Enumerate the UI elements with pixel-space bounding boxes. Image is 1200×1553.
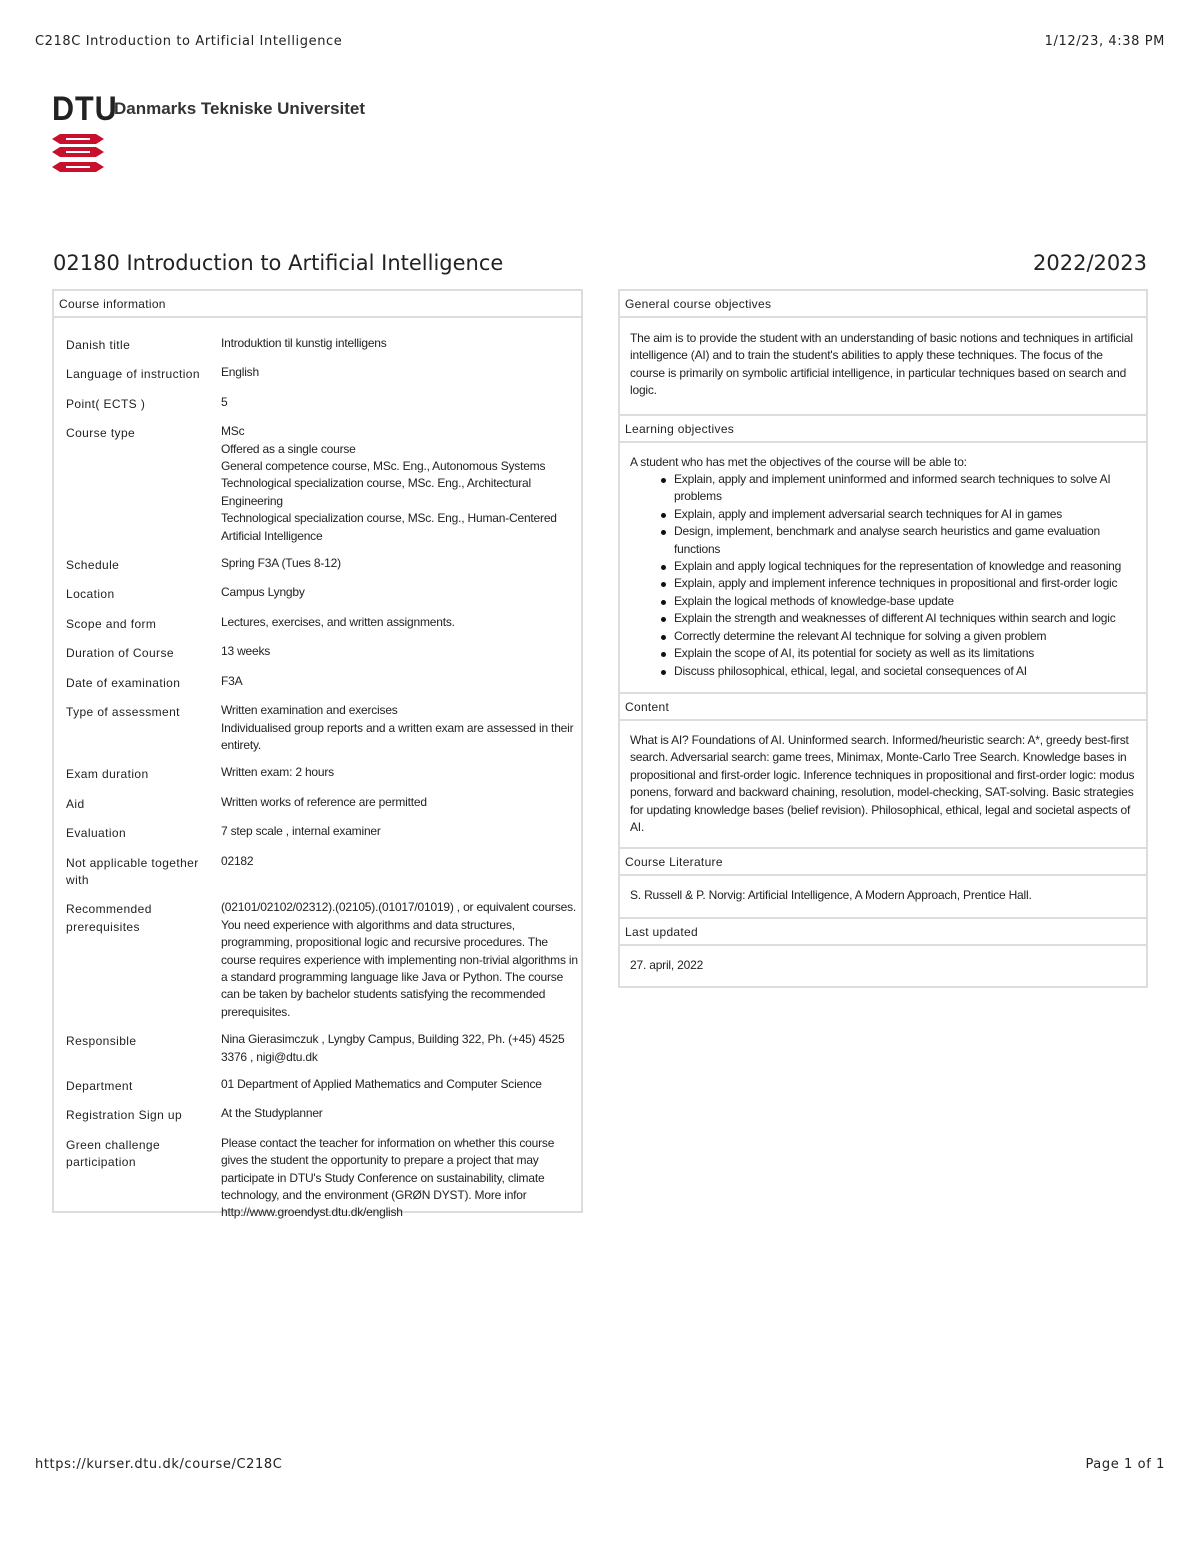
course-title-row: [53, 251, 1147, 281]
info-value: [221, 1105, 581, 1124]
dtu-logo: [52, 90, 366, 176]
logo-mark: DTU: [52, 90, 118, 128]
info-label: Scope and form: [66, 616, 157, 631]
info-value: [221, 853, 581, 890]
info-row: [66, 584, 581, 603]
info-label: Course type: [66, 426, 136, 441]
general-objectives-heading: General course objectives: [620, 291, 1146, 318]
info-row: [66, 899, 581, 1021]
learning-objective-item: Explain and apply logical techniques for the representation of knowledge and reasoning: [674, 558, 1146, 575]
last-updated-text: 27. april, 2022: [630, 957, 704, 972]
info-value-line: F3A: [221, 673, 243, 688]
info-label: Recommended prerequisites: [66, 902, 152, 934]
info-row: [66, 364, 581, 383]
learning-objective-item: Explain, apply and implement uninformed and informed search techniques to solve AI problems: [674, 471, 1146, 506]
info-value: [221, 394, 581, 413]
info-row: [66, 1105, 581, 1124]
content-section: [618, 692, 1148, 847]
info-label: Department: [66, 1079, 133, 1093]
literature-text: S. Russell & P. Norvig: Artificial Intelligence, A Modern Approach, Prentice Hall.: [630, 888, 1032, 903]
logo-university-name: Danmarks Tekniske Universitet: [114, 99, 366, 118]
general-objectives-text: The aim is to provide the student with an understanding of basic notions and techniques in artificial intelligence (AI) and to train the student's abilities to apply these techniques. The focus of the course is primarily on symbolic artificial intelligence, in particular techniques based on search and logic.: [630, 331, 1133, 398]
info-value: [221, 584, 581, 603]
info-row: [66, 614, 581, 633]
info-label: Location: [66, 587, 115, 602]
info-label: Duration of Course: [66, 646, 174, 661]
info-value: [221, 555, 581, 574]
print-footer-page: Page 1 of 1: [1085, 1457, 1165, 1472]
info-label: Type of assessment: [66, 705, 180, 720]
info-value-line: 13 weeks: [221, 644, 271, 659]
info-value: [221, 643, 581, 662]
print-header: [35, 34, 1165, 52]
info-row: [66, 555, 581, 574]
info-value: [221, 614, 581, 633]
info-value: [221, 764, 581, 783]
info-row: [66, 794, 581, 813]
info-value-line: Written examination and exercises: [221, 703, 398, 718]
info-label: Exam duration: [66, 767, 149, 782]
info-row: [66, 702, 581, 754]
info-value: [221, 1076, 581, 1095]
info-row: [66, 423, 581, 545]
learning-objective-item: Discuss philosophical, ethical, legal, and societal consequences of AI: [674, 663, 1146, 680]
info-value: [221, 423, 581, 545]
info-row: [66, 335, 581, 354]
info-value-line: Nina Gierasimczuk , Lyngby Campus, Building 322, Ph. (+45) 4525 3376 , nigi@dtu.dk: [221, 1032, 565, 1064]
info-value: [221, 823, 581, 842]
info-row: [66, 823, 581, 842]
info-row: [66, 853, 581, 890]
info-label: Registration Sign up: [66, 1108, 183, 1123]
last-updated-section: [618, 917, 1148, 988]
print-header-datetime: 1/12/23, 4:38 PM: [1044, 34, 1165, 49]
info-value-line: Introduktion til kunstig intelligens: [221, 336, 387, 350]
learning-objective-item: Explain the logical methods of knowledge-base update: [674, 593, 1146, 610]
learning-objective-item: Correctly determine the relevant AI technique for solving a given problem: [674, 628, 1146, 645]
general-objectives-section: [618, 289, 1148, 414]
literature-heading: Course Literature: [620, 849, 1146, 876]
course-title: 02180 Introduction to Artificial Intelligence: [53, 251, 504, 275]
info-row: [66, 1031, 581, 1066]
print-footer-url[interactable]: https://kurser.dtu.dk/course/C218C: [35, 1457, 283, 1472]
info-value-line: MSc: [221, 424, 245, 439]
info-value-line: (02101/02102/02312).(02105).(01017/01019) , or equivalent courses. You need experience with algorithms and data structures, programming, propositional logic and recursive procedures. The course requires experience with implementing non-trivial algorithms in a standard programming language like Java or Python. The course can be taken by bachelor students satisfying the recommended prerequisites.: [221, 900, 578, 1019]
dtu-emblem-icon: [52, 132, 104, 176]
info-value-line: Lectures, exercises, and written assignments.: [221, 614, 455, 629]
info-value: [221, 1031, 581, 1066]
info-value: [221, 702, 581, 754]
info-value-line: Please contact the teacher for information on whether this course gives the student the opportunity to prepare a project that may participate in DTU's Study Conference on sustainability, climate technology, and the environment (GRØN DYST). More infor http://www.groendyst.dtu.dk/english: [221, 1135, 555, 1220]
info-value: [221, 673, 581, 692]
info-row: [66, 643, 581, 662]
content-heading: Content: [620, 694, 1146, 721]
literature-section: [618, 847, 1148, 916]
course-information-table: [66, 335, 581, 1232]
learning-objective-item: Design, implement, benchmark and analyse search heuristics and game evaluation functions: [674, 523, 1146, 558]
info-row: [66, 1076, 581, 1095]
info-label: Aid: [66, 796, 85, 811]
course-information-heading: Course information: [54, 291, 581, 318]
info-value-line: 01 Department of Applied Mathematics and Computer Science: [221, 1077, 542, 1091]
info-value: [221, 335, 581, 354]
info-value-line: 7 step scale , internal examiner: [221, 824, 381, 839]
info-value-line: Technological specialization course, MSc. Eng., Human-Centered Artificial Intelligence: [221, 511, 557, 543]
info-row: [66, 1135, 581, 1222]
info-value-line: At the Studyplanner: [221, 1106, 323, 1121]
info-label: Not applicable together with: [66, 855, 199, 887]
info-value: [221, 794, 581, 813]
learning-objectives-heading: Learning objectives: [620, 416, 1146, 443]
info-label: Date of examination: [66, 675, 181, 690]
learning-objectives-intro: A student who has met the objectives of the course will be able to:: [630, 454, 967, 469]
info-value-line: 5: [221, 394, 228, 409]
info-value-line: Campus Lyngby: [221, 585, 305, 600]
info-label: Responsible: [66, 1034, 137, 1049]
info-value: [221, 1135, 581, 1222]
info-value-line: Offered as a single course: [221, 441, 356, 456]
learning-objective-item: Explain the scope of AI, its potential for society as well as its limitations: [674, 645, 1146, 662]
print-footer: [35, 1457, 1165, 1475]
info-label: Schedule: [66, 558, 120, 573]
info-label: Evaluation: [66, 826, 127, 841]
course-information-panel: [52, 289, 583, 1220]
info-value-line: Technological specialization course, MSc. Eng., Architectural Engineering: [221, 476, 531, 508]
learning-objective-item: Explain the strength and weaknesses of different AI techniques within search and logic: [674, 610, 1146, 627]
info-value-line: English: [221, 365, 259, 380]
course-details-column: [618, 289, 1148, 988]
content-text: What is AI? Foundations of AI. Uninformed search. Informed/heuristic search: A*, greedy best-first search. Adversarial search: game trees, Minimax, Monte-Carlo Tree Search. Knowledge bases in propositional and first-order logic. Inference techniques in propositional and first-order logic: modus ponens, forward and backward chaining, resolution, model-checking, SAT-solving. Basic strategies for updating knowledge bases (belief revision). Philosophical, ethical, legal and societal aspects of AI.: [630, 732, 1135, 834]
print-header-title: C218C Introduction to Artificial Intelligence: [35, 34, 343, 49]
info-value-line: Spring F3A (Tues 8-12): [221, 556, 341, 571]
learning-objectives-section: [618, 414, 1148, 692]
info-value-line: 02182: [221, 853, 254, 868]
learning-objectives-list: [630, 471, 1146, 680]
info-label: Green challenge participation: [66, 1137, 161, 1170]
info-label: Language of instruction: [66, 367, 200, 382]
info-value-line: General competence course, MSc. Eng., Autonomous Systems: [221, 459, 546, 474]
learning-objective-item: Explain, apply and implement inference techniques in propositional and first-order logic: [674, 575, 1146, 592]
last-updated-heading: Last updated: [620, 919, 1146, 946]
info-value-line: Written works of reference are permitted: [221, 794, 427, 809]
info-row: [66, 764, 581, 783]
info-value: [221, 364, 581, 383]
info-value-line: Individualised group reports and a written exam are assessed in their entirety.: [221, 720, 574, 752]
info-row: [66, 673, 581, 692]
learning-objective-item: Explain, apply and implement adversarial search techniques for AI in games: [674, 506, 1146, 523]
info-label: Point( ECTS ): [66, 396, 146, 411]
info-value-line: Written exam: 2 hours: [221, 765, 334, 780]
info-label: Danish title: [66, 338, 131, 352]
info-value: [221, 899, 581, 1021]
info-row: [66, 394, 581, 413]
course-year: 2022/2023: [1033, 251, 1147, 275]
